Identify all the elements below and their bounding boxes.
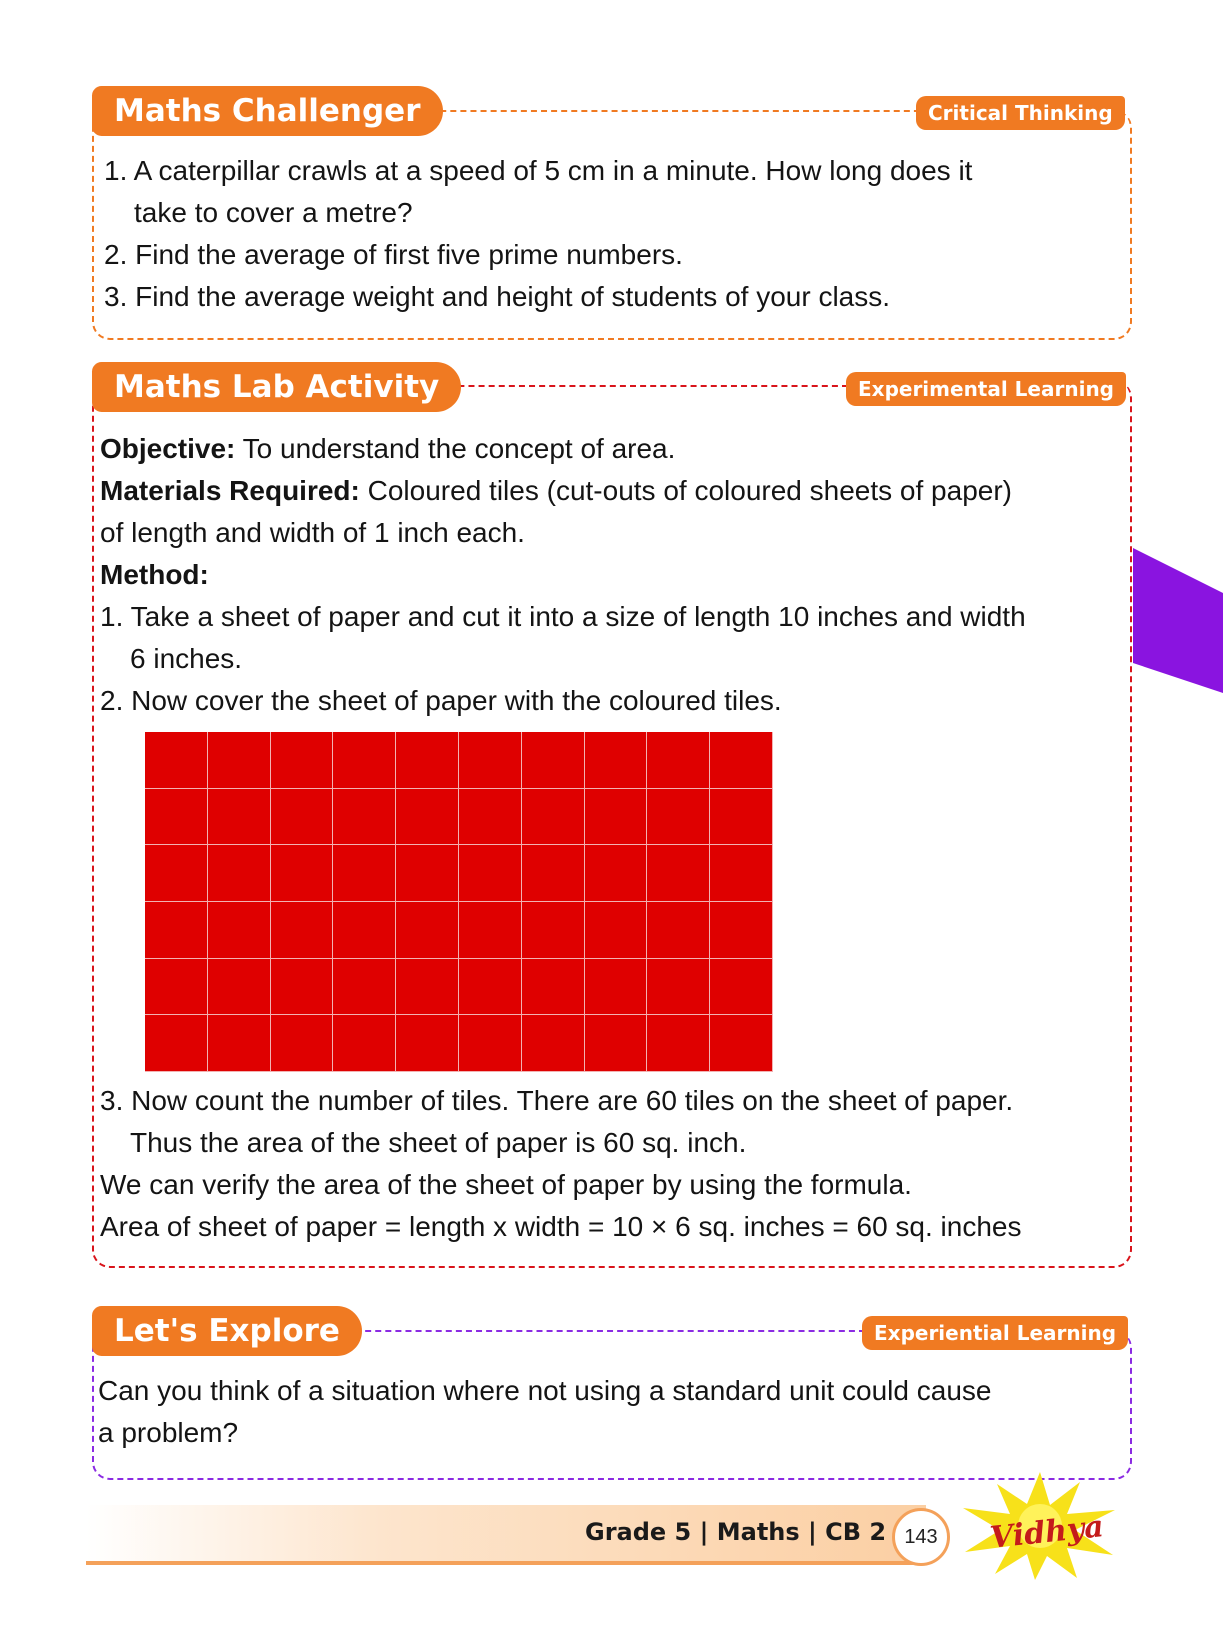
tile [585,1015,648,1072]
footer-separator-1: | [691,1518,717,1546]
tile [208,902,271,959]
tile [459,1015,522,1072]
tile [522,959,585,1016]
tile [647,789,710,846]
tile [396,959,459,1016]
tile [333,1015,396,1072]
method-heading [100,554,209,596]
materials-text: Coloured tiles (cut-outs of coloured sheets of paper) [359,475,1012,506]
tile [585,845,648,902]
lab-title: Maths Lab Activity [92,362,461,412]
tile [396,902,459,959]
objective-label: Objective: [100,433,236,464]
method-step-3: 3. Now count the number of tiles. There are 60 tiles on the sheet of paper. [100,1085,1014,1116]
tile [585,732,648,789]
method-step-2: 2. Now cover the sheet of paper with the coloured tiles. [100,685,782,716]
tile [145,959,208,1016]
explore-question-line-1: Can you think of a situation where not using a standard unit could cause [98,1375,992,1406]
tile [710,789,773,846]
verify-text: We can verify the area of the sheet of paper by using the formula. [100,1169,912,1200]
materials-line-cont: of length and width of 1 inch each. [100,517,525,548]
tile [522,1015,585,1072]
tile [647,959,710,1016]
method-label: Method: [100,559,209,590]
tile [585,789,648,846]
tile [333,959,396,1016]
tile [333,902,396,959]
tile [145,789,208,846]
tile [396,845,459,902]
tile [459,902,522,959]
tile [585,902,648,959]
tile [522,732,585,789]
footer-grade: Grade 5 [585,1518,692,1546]
tile [145,845,208,902]
tile [208,1015,271,1072]
tile [459,959,522,1016]
tile [208,789,271,846]
footer-book: CB 2 [825,1518,887,1546]
tile [710,902,773,959]
tile [459,845,522,902]
critical-thinking-badge: Critical Thinking [916,96,1125,130]
materials-line [100,470,1012,512]
tile [459,732,522,789]
tile [145,732,208,789]
tile [522,789,585,846]
tile [459,789,522,846]
tile [145,1015,208,1072]
explore-question-line-2: a problem? [98,1417,239,1448]
footer-separator-2: | [799,1518,826,1546]
tile [208,732,271,789]
tile [396,789,459,846]
experiential-learning-badge: Experiential Learning [862,1316,1128,1350]
method-step-3-cont: Thus the area of the sheet of paper is 60 sq. inch. [130,1127,747,1158]
tile [271,902,334,959]
tile [208,845,271,902]
tile [271,1015,334,1072]
tile [333,845,396,902]
experimental-learning-badge: Experimental Learning [846,372,1126,406]
challenger-item-3: 3. Find the average weight and height of students of your class. [104,281,891,312]
challenger-top-divider [410,110,930,112]
tile [647,732,710,789]
vidhya-logo-text: Vidhya [988,1509,1106,1556]
tile [522,845,585,902]
method-step-1: 1. Take a sheet of paper and cut it into a size of length 10 inches and width [100,601,1026,632]
tile [647,902,710,959]
footer-subject: Maths [716,1518,800,1546]
lab-top-divider [418,385,848,387]
page-number: 143 [892,1508,950,1566]
tile [710,1015,773,1072]
challenger-item-1-cont: take to cover a metre? [134,197,413,228]
chapter-side-tab [1133,548,1223,693]
explore-top-divider [345,1330,865,1332]
objective-line [100,428,675,470]
tile [710,959,773,1016]
tile [333,732,396,789]
coloured-tiles-grid [145,732,773,1072]
challenger-item-1: 1. A caterpillar crawls at a speed of 5 cm in a minute. How long does it [104,155,973,186]
challenger-title: Maths Challenger [92,86,443,136]
tile [585,959,648,1016]
footer-label [585,1518,886,1546]
tile [208,959,271,1016]
explore-title: Let's Explore [92,1306,362,1356]
materials-label: Materials Required: [100,475,360,506]
tile [710,845,773,902]
challenger-item-2: 2. Find the average of first five prime numbers. [104,239,683,270]
tile [647,1015,710,1072]
tile [396,1015,459,1072]
tile [271,732,334,789]
tile [145,902,208,959]
tile [710,732,773,789]
tile [396,732,459,789]
method-step-1-cont: 6 inches. [130,643,243,674]
tile [333,789,396,846]
tile [271,959,334,1016]
area-formula: Area of sheet of paper = length x width = 10 × 6 sq. inches = 60 sq. inches [100,1211,1022,1242]
tile [271,845,334,902]
tile [522,902,585,959]
objective-text: To understand the concept of area. [235,433,676,464]
tile [271,789,334,846]
tile [647,845,710,902]
